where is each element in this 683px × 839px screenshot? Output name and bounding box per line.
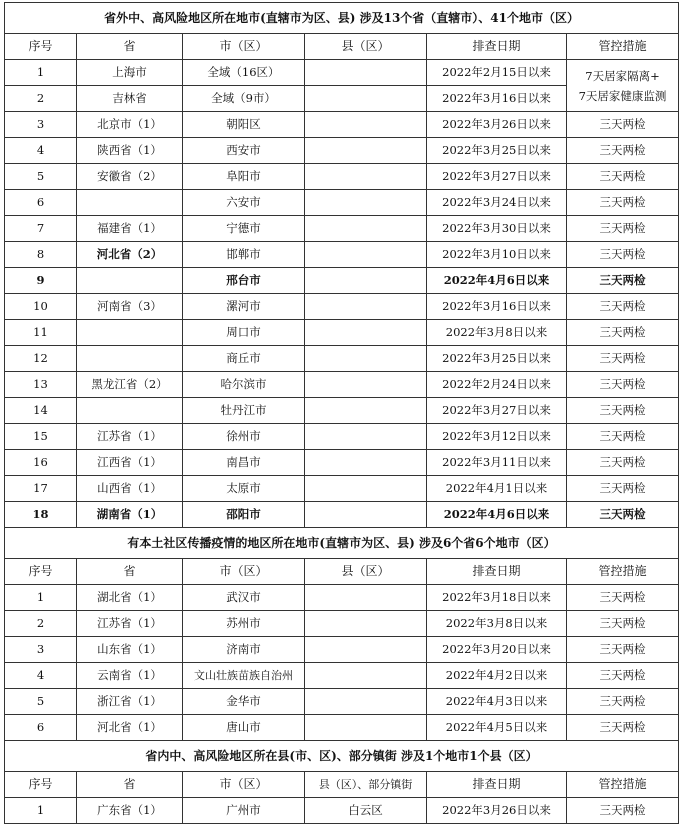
cell-county (305, 585, 427, 611)
table-row (5, 585, 679, 611)
cell-province: 陕西省（1） (77, 138, 183, 164)
cell-measure: 三天两检 (567, 502, 679, 528)
cell-measure: 三天两检 (567, 476, 679, 502)
table-row (5, 112, 679, 138)
table-row (5, 798, 679, 824)
table-row (5, 398, 679, 424)
header-county: 县（区） (305, 34, 427, 60)
cell-date: 2022年3月20日以来 (427, 637, 567, 663)
cell-measure: 三天两检 (567, 798, 679, 824)
header-row (5, 772, 679, 798)
cell-date: 2022年3月25日以来 (427, 346, 567, 372)
cell-county (305, 112, 427, 138)
risk-area-table (4, 2, 679, 824)
section-title: 有本土社区传播疫情的地区所在地市(直辖市为区、县) 涉及6个省6个地市（区） (5, 528, 679, 559)
cell-county (305, 294, 427, 320)
cell-no: 16 (5, 450, 77, 476)
cell-county (305, 346, 427, 372)
table-row (5, 164, 679, 190)
cell-date: 2022年3月30日以来 (427, 216, 567, 242)
cell-city: 全域（9市） (183, 86, 305, 112)
cell-city: 牡丹江市 (183, 398, 305, 424)
cell-province: 湖北省（1） (77, 585, 183, 611)
cell-city: 西安市 (183, 138, 305, 164)
cell-no: 15 (5, 424, 77, 450)
cell-date: 2022年2月15日以来 (427, 60, 567, 86)
cell-no: 12 (5, 346, 77, 372)
cell-province: 河南省（3） (77, 294, 183, 320)
cell-province: 黑龙江省（2） (77, 372, 183, 398)
table-row (5, 689, 679, 715)
cell-city: 邯郸市 (183, 242, 305, 268)
cell-province: 福建省（1） (77, 216, 183, 242)
cell-date: 2022年3月18日以来 (427, 585, 567, 611)
cell-no: 9 (5, 268, 77, 294)
cell-no: 4 (5, 663, 77, 689)
cell-city: 邵阳市 (183, 502, 305, 528)
cell-province: 广东省（1） (77, 798, 183, 824)
cell-province: 江苏省（1） (77, 611, 183, 637)
cell-city: 邢台市 (183, 268, 305, 294)
cell-date: 2022年3月26日以来 (427, 112, 567, 138)
table-row (5, 60, 679, 86)
measure-merged-text: 7天居家隔离+ 7天居家健康监测 (578, 68, 667, 103)
cell-city: 六安市 (183, 190, 305, 216)
cell-date: 2022年2月24日以来 (427, 372, 567, 398)
table-row (5, 242, 679, 268)
table-row (5, 502, 679, 528)
cell-measure: 三天两检 (567, 585, 679, 611)
cell-date: 2022年4月6日以来 (427, 268, 567, 294)
cell-measure: 三天两检 (567, 112, 679, 138)
table-row (5, 450, 679, 476)
cell-city: 阜阳市 (183, 164, 305, 190)
cell-county (305, 663, 427, 689)
cell-province: 云南省（1） (77, 663, 183, 689)
document-page (4, 2, 678, 824)
cell-county (305, 138, 427, 164)
cell-measure: 三天两检 (567, 372, 679, 398)
cell-province: 北京市（1） (77, 112, 183, 138)
cell-county (305, 715, 427, 741)
cell-measure: 三天两检 (567, 138, 679, 164)
cell-measure: 三天两检 (567, 663, 679, 689)
header-no: 序号 (5, 559, 77, 585)
cell-date: 2022年4月3日以来 (427, 689, 567, 715)
header-city: 市（区） (183, 34, 305, 60)
cell-date: 2022年4月5日以来 (427, 715, 567, 741)
cell-county (305, 372, 427, 398)
table-row (5, 715, 679, 741)
cell-measure: 三天两检 (567, 190, 679, 216)
header-county: 县（区）、部分镇街 (305, 772, 427, 798)
cell-county (305, 476, 427, 502)
cell-measure: 三天两检 (567, 294, 679, 320)
header-no: 序号 (5, 34, 77, 60)
cell-measure: 三天两检 (567, 216, 679, 242)
header-province: 省 (77, 772, 183, 798)
cell-county (305, 398, 427, 424)
cell-province (77, 346, 183, 372)
cell-county (305, 268, 427, 294)
table-row (5, 294, 679, 320)
cell-no: 18 (5, 502, 77, 528)
cell-county (305, 320, 427, 346)
table-row (5, 190, 679, 216)
table-row (5, 138, 679, 164)
table-row (5, 637, 679, 663)
cell-county (305, 689, 427, 715)
cell-date: 2022年3月27日以来 (427, 164, 567, 190)
cell-province: 吉林省 (77, 86, 183, 112)
cell-city: 金华市 (183, 689, 305, 715)
cell-city: 周口市 (183, 320, 305, 346)
cell-date: 2022年4月2日以来 (427, 663, 567, 689)
cell-province: 安徽省（2） (77, 164, 183, 190)
cell-city: 文山壮族苗族自治州 (183, 663, 305, 689)
table-row (5, 320, 679, 346)
cell-no: 1 (5, 798, 77, 824)
cell-date: 2022年3月16日以来 (427, 86, 567, 112)
cell-city: 武汉市 (183, 585, 305, 611)
header-city: 市（区） (183, 559, 305, 585)
cell-measure: 三天两检 (567, 320, 679, 346)
cell-county (305, 164, 427, 190)
header-measure: 管控措施 (567, 559, 679, 585)
cell-province (77, 190, 183, 216)
cell-no: 10 (5, 294, 77, 320)
section-title-row (5, 741, 679, 772)
cell-no: 8 (5, 242, 77, 268)
header-province: 省 (77, 559, 183, 585)
section-title: 省内中、高风险地区所在县(市、区)、部分镇街 涉及1个地市1个县（区） (5, 741, 679, 772)
table-row (5, 424, 679, 450)
table-row (5, 346, 679, 372)
header-county: 县（区） (305, 559, 427, 585)
cell-city: 哈尔滨市 (183, 372, 305, 398)
cell-county (305, 637, 427, 663)
cell-no: 3 (5, 112, 77, 138)
cell-date: 2022年3月12日以来 (427, 424, 567, 450)
cell-measure: 三天两检 (567, 242, 679, 268)
table-row (5, 372, 679, 398)
cell-no: 17 (5, 476, 77, 502)
cell-province: 河北省（2） (77, 242, 183, 268)
cell-city: 漯河市 (183, 294, 305, 320)
cell-date: 2022年3月8日以来 (427, 320, 567, 346)
cell-county: 白云区 (305, 798, 427, 824)
cell-date: 2022年4月1日以来 (427, 476, 567, 502)
cell-no: 3 (5, 637, 77, 663)
cell-no: 2 (5, 611, 77, 637)
cell-measure: 三天两检 (567, 611, 679, 637)
header-row (5, 559, 679, 585)
cell-province: 山东省（1） (77, 637, 183, 663)
cell-measure-merged (567, 60, 679, 112)
table-row (5, 663, 679, 689)
cell-no: 7 (5, 216, 77, 242)
cell-date: 2022年3月25日以来 (427, 138, 567, 164)
section-title-row (5, 3, 679, 34)
cell-province (77, 268, 183, 294)
cell-province: 上海市 (77, 60, 183, 86)
cell-no: 11 (5, 320, 77, 346)
cell-date: 2022年3月8日以来 (427, 611, 567, 637)
cell-measure: 三天两检 (567, 346, 679, 372)
cell-no: 1 (5, 60, 77, 86)
cell-city: 广州市 (183, 798, 305, 824)
cell-province: 江西省（1） (77, 450, 183, 476)
cell-no: 6 (5, 190, 77, 216)
cell-no: 5 (5, 164, 77, 190)
cell-no: 2 (5, 86, 77, 112)
cell-no: 13 (5, 372, 77, 398)
cell-county (305, 242, 427, 268)
cell-city: 朝阳区 (183, 112, 305, 138)
cell-county (305, 611, 427, 637)
cell-no: 5 (5, 689, 77, 715)
cell-city: 商丘市 (183, 346, 305, 372)
section-title: 省外中、高风险地区所在地市(直辖市为区、县) 涉及13个省（直辖市）、41个地市（区） (5, 3, 679, 34)
cell-city: 济南市 (183, 637, 305, 663)
cell-county (305, 86, 427, 112)
cell-city: 全域（16区） (183, 60, 305, 86)
cell-city: 南昌市 (183, 450, 305, 476)
cell-province: 浙江省（1） (77, 689, 183, 715)
cell-county (305, 216, 427, 242)
cell-province: 湖南省（1） (77, 502, 183, 528)
cell-province (77, 398, 183, 424)
header-row (5, 34, 679, 60)
cell-province (77, 320, 183, 346)
cell-date: 2022年3月11日以来 (427, 450, 567, 476)
cell-province: 江苏省（1） (77, 424, 183, 450)
cell-city: 宁德市 (183, 216, 305, 242)
header-date: 排查日期 (427, 772, 567, 798)
cell-measure: 三天两检 (567, 164, 679, 190)
cell-date: 2022年4月6日以来 (427, 502, 567, 528)
header-no: 序号 (5, 772, 77, 798)
cell-date: 2022年3月16日以来 (427, 294, 567, 320)
cell-date: 2022年3月10日以来 (427, 242, 567, 268)
cell-no: 14 (5, 398, 77, 424)
cell-no: 4 (5, 138, 77, 164)
header-city: 市（区） (183, 772, 305, 798)
table-row (5, 268, 679, 294)
header-measure: 管控措施 (567, 34, 679, 60)
cell-county (305, 424, 427, 450)
cell-no: 6 (5, 715, 77, 741)
cell-measure: 三天两检 (567, 398, 679, 424)
table-row (5, 216, 679, 242)
cell-date: 2022年3月26日以来 (427, 798, 567, 824)
cell-measure: 三天两检 (567, 689, 679, 715)
table-row (5, 476, 679, 502)
cell-date: 2022年3月27日以来 (427, 398, 567, 424)
cell-measure: 三天两检 (567, 450, 679, 476)
cell-date: 2022年3月24日以来 (427, 190, 567, 216)
cell-province: 河北省（1） (77, 715, 183, 741)
header-date: 排查日期 (427, 34, 567, 60)
header-date: 排查日期 (427, 559, 567, 585)
cell-measure: 三天两检 (567, 637, 679, 663)
cell-city: 唐山市 (183, 715, 305, 741)
section-title-row (5, 528, 679, 559)
cell-city: 徐州市 (183, 424, 305, 450)
cell-city: 太原市 (183, 476, 305, 502)
cell-city: 苏州市 (183, 611, 305, 637)
table-row (5, 611, 679, 637)
cell-measure: 三天两检 (567, 424, 679, 450)
cell-measure: 三天两检 (567, 715, 679, 741)
cell-county (305, 190, 427, 216)
header-province: 省 (77, 34, 183, 60)
cell-province: 山西省（1） (77, 476, 183, 502)
cell-measure: 三天两检 (567, 268, 679, 294)
header-measure: 管控措施 (567, 772, 679, 798)
cell-county (305, 502, 427, 528)
cell-no: 1 (5, 585, 77, 611)
cell-county (305, 60, 427, 86)
cell-county (305, 450, 427, 476)
